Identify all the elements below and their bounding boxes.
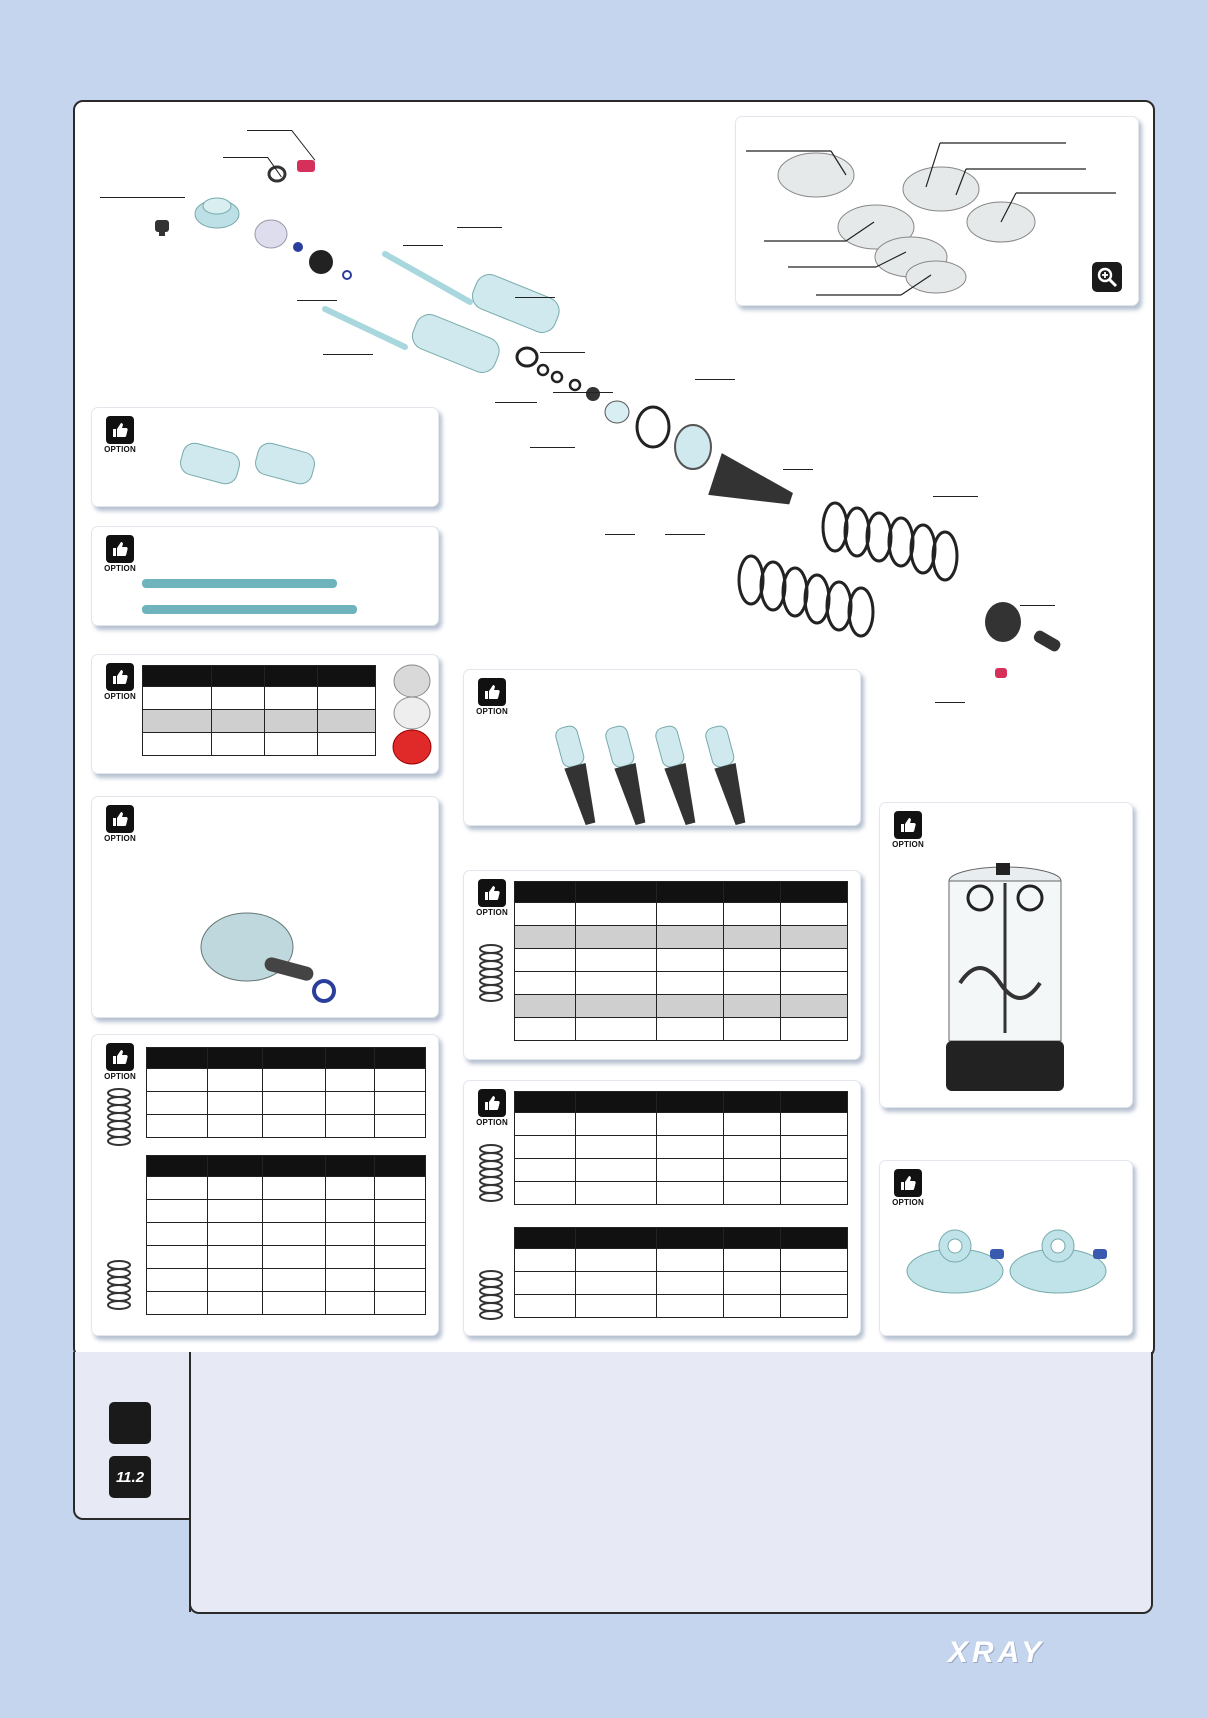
shock-body-upper <box>468 270 563 336</box>
spring-table-3 <box>514 881 848 1041</box>
notes-area <box>189 1352 1153 1614</box>
option-complete-shocks-image <box>464 670 860 825</box>
version-badge <box>109 1456 151 1498</box>
option-mount-image <box>92 797 438 1017</box>
option-panel-hudy-tool <box>879 802 1133 1108</box>
option-badge: OPTION <box>474 879 510 917</box>
option-thumb-icon <box>106 1043 134 1071</box>
spring-table-4 <box>514 1091 848 1205</box>
shaft-upper <box>385 254 470 302</box>
spring-upper <box>823 503 957 580</box>
option-panel-shock-bodies <box>91 407 439 507</box>
option-badge: OPTION <box>474 678 510 716</box>
piston-table <box>142 665 376 756</box>
manual-page-icon <box>109 1402 151 1444</box>
option-panel-springs-left <box>91 1034 439 1336</box>
option-panel-shafts <box>91 526 439 626</box>
piston-icons <box>388 655 438 773</box>
option-badge: OPTION <box>102 1043 138 1081</box>
spring-table-1 <box>146 1047 426 1138</box>
bladder-part <box>255 220 287 248</box>
blue-nut-part <box>293 242 303 252</box>
spring-table-2 <box>146 1155 426 1315</box>
spring-icon <box>104 1085 134 1345</box>
option-panel-shock-mount <box>91 796 439 1018</box>
option-badge: OPTION <box>890 811 926 849</box>
spring-icon <box>476 941 506 1011</box>
main-frame <box>73 100 1155 1358</box>
piston-sprue-panel <box>735 116 1139 306</box>
option-badge: OPTION <box>890 1169 926 1207</box>
option-thumb-icon <box>478 1089 506 1117</box>
xray-logo: XRAY <box>948 1636 1046 1669</box>
option-badge: OPTION <box>102 805 138 843</box>
option-thumb-icon <box>106 663 134 691</box>
option-badge: OPTION <box>102 416 138 454</box>
option-panel-pistons <box>91 654 439 774</box>
option-badge: OPTION <box>474 1089 510 1127</box>
version-badge-text: 11.2 <box>115 1468 145 1486</box>
side-icon-column <box>73 1352 191 1520</box>
spring-table-5 <box>514 1227 848 1318</box>
option-shock-bodies-image <box>92 408 438 506</box>
option-panel-springs-mid <box>463 870 861 1060</box>
option-panel-shock-caps <box>879 1160 1133 1336</box>
option-badge: OPTION <box>102 535 138 573</box>
zoom-in-icon[interactable] <box>1092 262 1122 292</box>
cap-bolt-part <box>155 220 169 236</box>
piston-part <box>309 250 333 274</box>
shock-cap-part <box>195 198 239 228</box>
hudy-tool-image <box>880 803 1132 1107</box>
spring-icon <box>476 1141 506 1361</box>
small-ring-part <box>343 271 351 279</box>
shaft-lower <box>325 309 405 347</box>
red-bushing-top <box>297 160 315 172</box>
spring-lower <box>739 556 873 636</box>
shock-body-lower <box>408 310 503 376</box>
option-thumb-icon <box>478 879 506 907</box>
spring-cone-part <box>708 453 798 520</box>
shock-caps-image <box>880 1161 1132 1335</box>
option-panel-complete-shocks <box>463 669 861 826</box>
option-panel-springs-mid-2 <box>463 1080 861 1336</box>
piston-sprue-diagram <box>736 117 1138 305</box>
option-shafts-image <box>92 527 438 625</box>
option-badge: OPTION <box>102 663 138 701</box>
